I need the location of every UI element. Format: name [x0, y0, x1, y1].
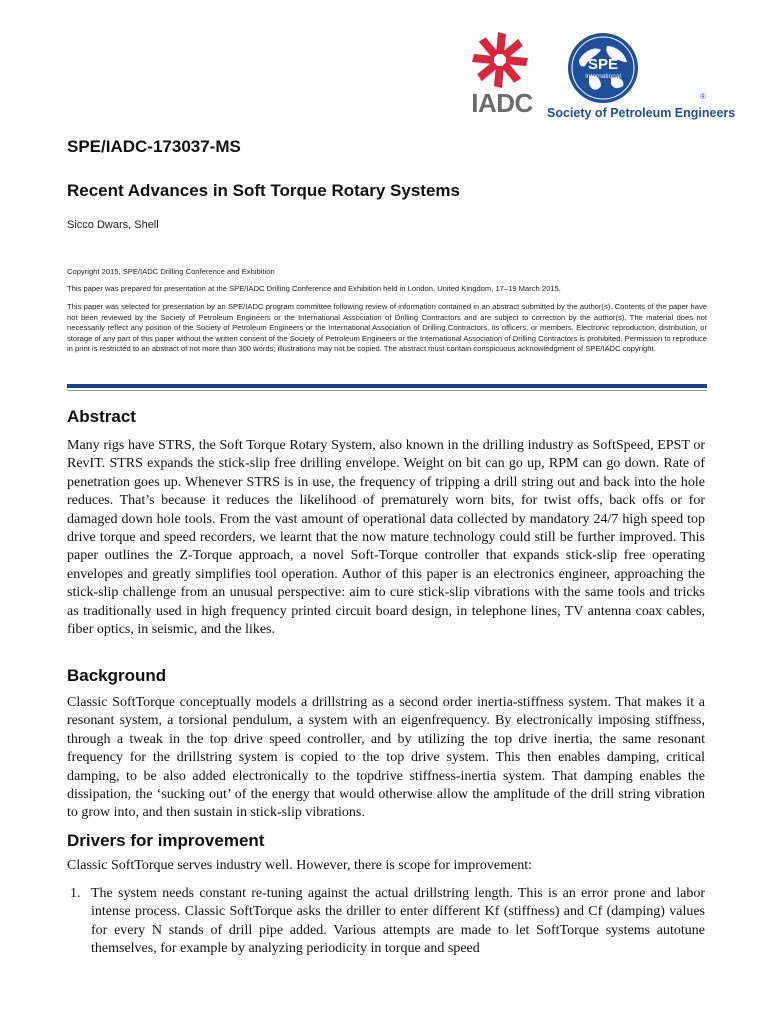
background-body: Classic SoftTorque conceptually models a drillstring as a second order inertia-stiffness system. That makes it a resonant system, a torsional pendulum, a system with an eigenfrequency. By electronically imposing stiffness, through a tweak in the top drive speed controller, and by utilizing the top drive inertia, the same resonant frequency for the drillstring system is copied to the top drive system. This then enables damping, critical damping, to be also added electronically to the topdrive stiffness-inertia system. That damping enables the dissipation, the ‘sucking out’ of the energy that would otherwise allow the amplitude of the drill string vibration to grow into, and then sustain in stick-slip vibrations. [67, 695, 705, 821]
spe-globe-subtext: International [585, 73, 621, 80]
iadc-logo [466, 28, 536, 124]
logo-bar [466, 28, 736, 128]
copyright-notice: Copyright 2015, SPE/IADC Drilling Conference and Exhibition [67, 267, 275, 276]
paper-authors: Sicco Dwars, Shell [67, 219, 159, 231]
header-divider [67, 384, 707, 388]
spe-name: Society of Petroleum Engineers [547, 106, 736, 120]
presentation-notice: This paper was prepared for presentation at the SPE/IADC Drilling Conference and Exhibition held in London, United Kingdom, 17–19 March 2015. [67, 284, 561, 293]
drivers-heading: Drivers for improvement [67, 831, 265, 850]
iadc-pinwheel-icon [470, 30, 530, 90]
list-item-number: 1. [70, 886, 81, 901]
selection-notice: This paper was selected for presentation by an SPE/IADC program committee following review of information contained in an abstract submitted by the author(s). Contents of the paper have not been reviewed by the Society of Petroleum Engineers or the International Association of Drilling Contractors and are subject to correction by the author(s). The material does not necessarily reflect any position of the Society of Petroleum Engineers or the International Association of Drilling Contractors, its officers, or members. Electronic reproduction, distribution, or storage of any part of this paper without the written consent of the Society of Petroleum Engineers or the International Association of Drilling Contractors is prohibited. Permission to reproduce in print is restricted to an abstract of not more than 300 words; illustrations may not be copied. The abstract must contain conspicuous acknowledgment of SPE/IADC copyright. [67, 302, 707, 353]
list-item [70, 885, 705, 959]
drivers-intro: Classic SoftTorque serves industry well. However, there is scope for improvement: [67, 858, 533, 873]
background-heading: Background [67, 666, 167, 685]
iadc-wordmark: IADC [471, 88, 533, 118]
spe-globe-icon [567, 32, 639, 104]
registered-mark: ® [700, 92, 706, 101]
spe-logo [543, 32, 736, 124]
abstract-body: Many rigs have STRS, the Soft Torque Rotary System, also known in the drilling industry as SoftSpeed, EPST or RevIT. STRS expands the stick-slip free drilling envelope. Weight on bit can go up, RPM can go down. Rate of penetration goes up. Whenever STRS is in use, the frequency of tripping a drill string out and back into the hole reduces. That’s because it reduces the likelihood of prematurely worn bits, for twist offs, back offs or for damaged down hole tools. From the vast amount of operational data collected by mandatory 24/7 high speed top drive torque and speed recorders, we learnt that the now mature technology could still be further improved. This paper outlines the Z-Torque approach, a novel Soft-Torque controller that expands stick-slip free operating envelopes and greatly simplifies tool operation. Author of this paper is an electronics engineer, approaching the stick-slip challenge from an unusual perspective: aim to cure stick-slip vibrations with the same tools and tricks as traditionally used in high frequency printed circuit board design, in telephone lines, TV antenna coax cables, fiber optics, in seismic, and the likes. [67, 438, 705, 638]
abstract-heading: Abstract [67, 407, 136, 426]
paper-title: Recent Advances in Soft Torque Rotary Systems [67, 181, 460, 200]
paper-id: SPE/IADC-173037-MS [67, 137, 241, 156]
header-divider-thin [67, 390, 707, 391]
spe-globe-text: SPE [587, 56, 619, 73]
list-item-text: The system needs constant re-tuning against the actual drillstring length. This is an error prone and labor intense process. Classic SoftTorque asks the driller to enter different Kf (stiffness) and Cf (damping) values for every N stands of drill pipe added. Various attempts are made to let SoftTorque systems autotune themselves, for example by analyzing periodicity in torque and speed [91, 886, 705, 957]
